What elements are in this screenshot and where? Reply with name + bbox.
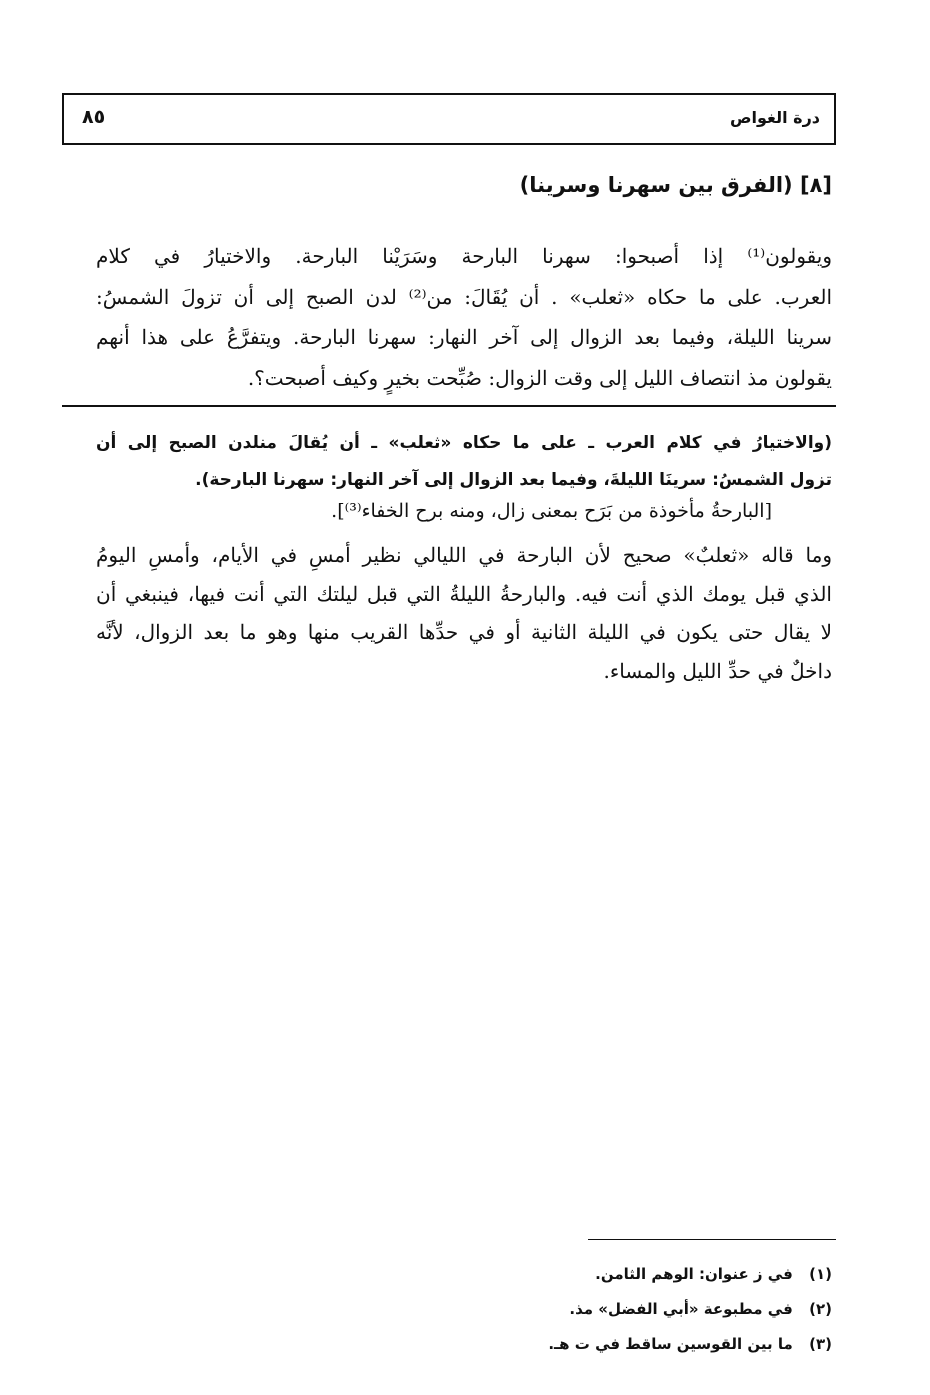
section-heading: [٨] (الفرق بين سهرنا وسرينا) [519,173,832,197]
book-title: درة الغواص [730,108,820,127]
text-line: ويقولون⁽¹⁾ إذا أصبحوا: سهرنا البارحة وسَرَيْنا البارحة. والاختيارُ في كلام [96,244,832,268]
text-line: العرب. على ما حكاه «ثعلب» . أن يُقَالَ: من⁽²⁾ لدن الصبح إلى أن تزولَ الشمسُ: [96,284,833,309]
text-line: سرينا الليلة، وفيما بعد الزوال إلى آخر النهار: سهرنا البارحة. ويتفرَّعُ على هذا أنهم [96,325,832,349]
page-header [62,93,836,145]
text-line: (والاختيارُ في كلام العرب ـ على ما حكاه «ثعلب» ـ أن يُقالَ منلدن الصبح إلى أن [96,433,832,453]
footnote-number: (٢) [809,1300,832,1318]
commentary-paragraph [96,536,832,690]
commentary-quote [96,425,832,499]
footnote-text: في مطبوعة «أبي الفضل» مذ. [569,1300,793,1318]
footnote-number: (١) [809,1265,832,1283]
footnote-item [412,1257,832,1292]
text-line: الذي قبل يومك الذي أنت فيه. والبارحةُ الليلةُ التي قبل ليلتك التي أنت فيها، فينبغي أن [96,581,832,606]
page-number: ٨٥ [82,106,106,128]
section-divider [62,405,836,407]
text-line: وما قاله «ثعلبٌ» صحيح لأن البارحة في الليالي نظير أمسِ في الأيام، وأمسِ اليومُ [96,543,832,567]
main-paragraph [96,236,832,398]
text-line: داخلٌ في حدِّ الليل والمساء. [603,658,832,683]
text-line: يقولون مذ انتصاف الليل إلى وقت الزوال: صُبِّحت بخيرٍ وكيف أصبحت؟. [247,365,832,390]
footnote-number: (٣) [809,1335,832,1353]
text-line: تزول الشمسُ: سرينَا الليلةَ، وفيما بعد الزوال إلى آخر النهار: سهرنا البارحة). [195,470,832,490]
text-line: لا يقال حتى يكون في الليلة الثانية أو في حدِّها القريب منها وهو ما بعد الزوال، لأنَّه [96,620,832,644]
footnote-item [412,1292,832,1327]
footnote-divider [588,1239,836,1240]
footnote-item [412,1327,832,1362]
footnotes [412,1257,832,1362]
bracketed-note: [البارحةُ مأخوذة من بَرَح بمعنى زال، ومنه برح الخفاء⁽³⁾]. [331,500,772,522]
footnote-text: في ز عنوان: الوهم الثامن. [595,1265,793,1283]
footnote-text: ما بين القوسين ساقط في ت هـ. [548,1335,793,1353]
